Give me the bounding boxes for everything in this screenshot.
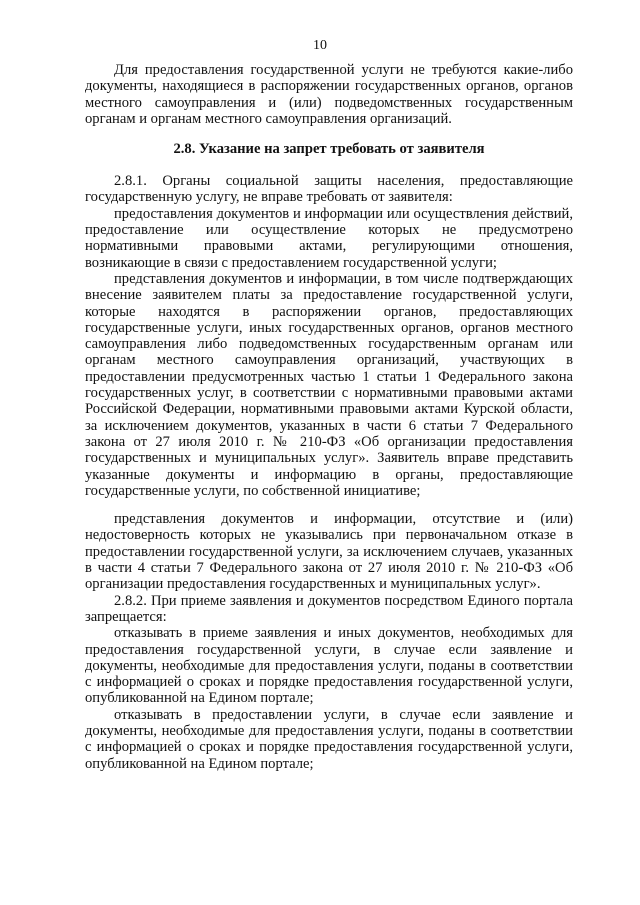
page-number: 10 (313, 38, 327, 53)
section-heading-2-8: 2.8. Указание на запрет требовать от заявителя (173, 141, 485, 158)
paragraph-refuse-provision: отказывать в предоставлении услуги, в случае если заявление и документы, необходимые для предоставления услуги, поданы в соответствии с информацией о сроках и порядке предоставления государственной услуги, опубликованной на Едином портале; (85, 706, 573, 772)
paragraph-2-8-2: 2.8.2. При приеме заявления и документов посредством Единого портала запрещается: (85, 592, 573, 625)
paragraph-2-8-1: 2.8.1. Органы социальной защиты населения, предоставляющие государственную услугу, не вправе требовать от заявителя: (85, 173, 573, 206)
paragraph-no-documents-required: Для предоставления государственной услуги не требуются какие-либо документы, находящиеся в распоряжении государственных органов, органов местного самоуправления и (или) подведомственных государственным органам и органам местного самоуправления организаций. (85, 62, 573, 127)
paragraph-documents-information: предоставления документов и информации или осуществления действий, предоставление или осуществление которых не предусмотрено нормативными правовыми актами, регулирующими отношения, возникающие в связи с предоставлением государственной услуги; (85, 205, 573, 271)
paragraph-documents-absent: представления документов и информации, отсутствие и (или) недостоверность которых не указывались при первоначальном отказе в предоставлении государственной услуги, за исключением случаев, указанных в части 4 статьи 7 Федерального закона от 27 июля 2010 г. № 210-ФЗ «Об организации предоставления государственных и муниципальных услуг». (85, 511, 573, 593)
document-body (85, 62, 573, 772)
paragraph-refuse-acceptance: отказывать в приеме заявления и иных документов, необходимых для предоставления государственной услуги, в случае если заявление и документы, необходимые для предоставления услуги, поданы в соответствии с информацией о сроках и порядке предоставления государственной услуги, опубликованной на Едином портале; (85, 625, 573, 707)
paragraph-documents-fee: представления документов и информации, в том числе подтверждающих внесение заявителем платы за предоставление государственной услуги, которые находятся в распоряжении органов, предоставляющих государственные услуги, иных государственных органов, органов местного самоуправления либо подведомственных государственным органам или органам местного самоуправления организаций, участвующих в предоставлении предусмотренных частью 1 статьи 1 Федерального закона государственных услуг, в соответствии с нормативными правовыми актами Российской Федерации, нормативными правовыми актами Курской области, за исключением документов, указанных в части 6 статьи 7 Федерального закона от 27 июля 2010 г. № 210-ФЗ «Об организации предоставления государственных и муниципальных услуг». Заявитель вправе представить указанные документы и информацию в органы, предоставляющие государственные услуги, по собственной инициативе; (85, 270, 573, 499)
